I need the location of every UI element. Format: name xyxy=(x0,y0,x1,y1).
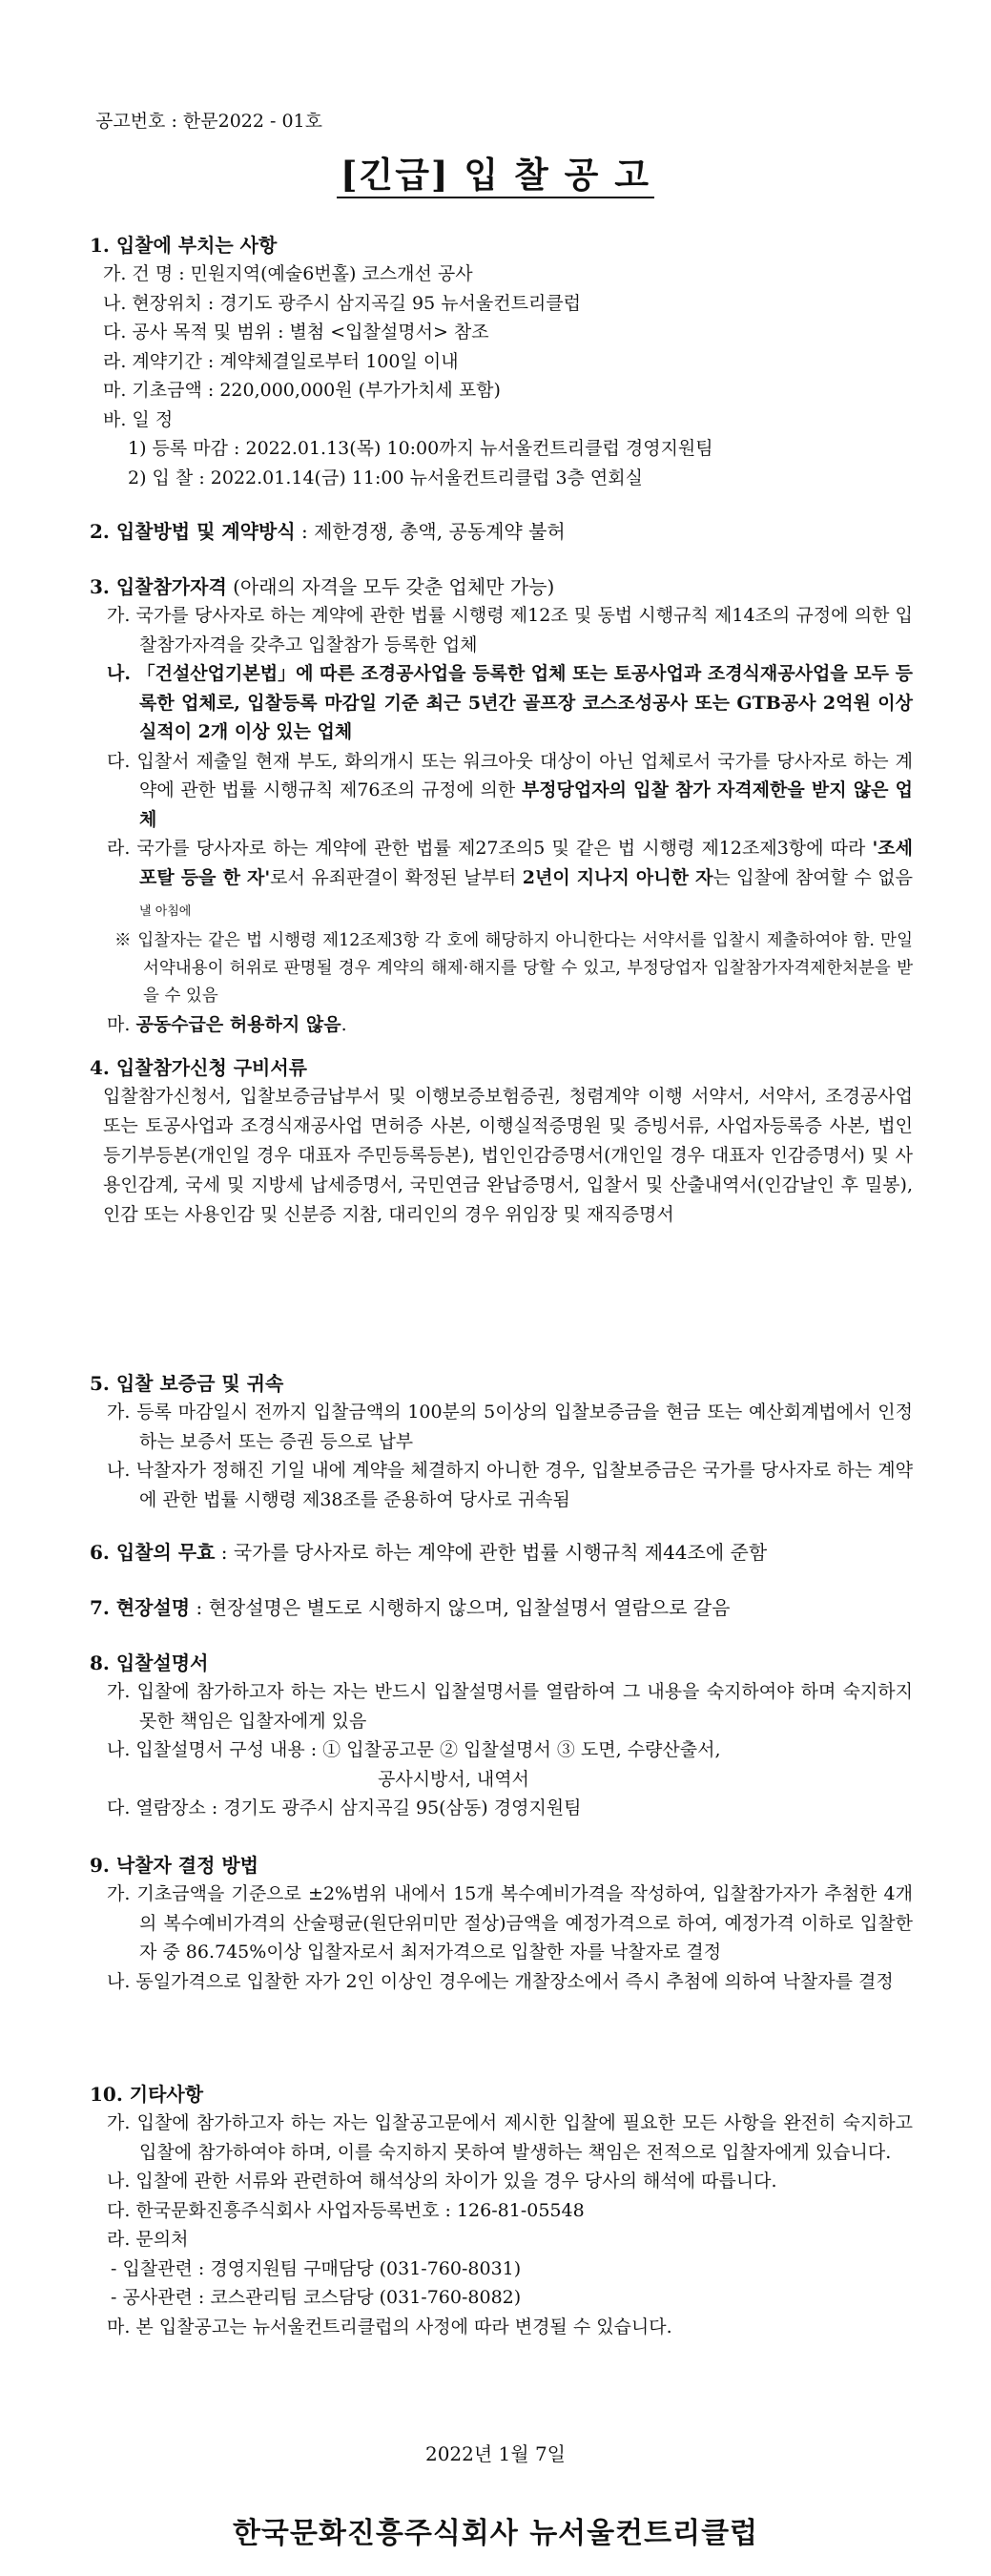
s2-heading-rest: : 제한경쟁, 총액, 공동계약 불허 xyxy=(295,520,566,543)
s10-contact-1: - 입찰관련 : 경영지원팀 구매담당 (031-760-8031) xyxy=(111,2257,522,2279)
s9-item-na: 나. 동일가격으로 입찰한 자가 2인 이상인 경우에는 개찰장소에서 즉시 추첨에 의하여 낙찰자를 결정 xyxy=(107,1970,894,1992)
s3-ma-prefix: 마. xyxy=(107,1013,136,1035)
section-5 xyxy=(90,1369,913,1514)
section-3-heading xyxy=(90,572,913,601)
s7-heading-label: 7. 현장설명 xyxy=(90,1596,191,1619)
notice-date: 2022년 1월 7일 xyxy=(424,2442,567,2465)
s3-heading-label: 3. 입찰참가자격 xyxy=(90,575,227,598)
s3-item-ra xyxy=(90,834,913,927)
s7-heading-rest: : 현장설명은 별도로 시행하지 않으며, 입찰설명서 열람으로 갈음 xyxy=(190,1596,731,1619)
s10-item-ra: 라. 문의처 xyxy=(107,2229,189,2250)
section-4-heading: 4. 입찰참가신청 구비서류 xyxy=(90,1056,308,1079)
s6-heading-rest: : 국가를 당사자로 하는 계약에 관한 법률 시행규칙 제44조에 준함 xyxy=(215,1541,768,1564)
s8-item-da: 다. 열람장소 : 경기도 광주시 삼지곡길 95(삼동) 경영지원팀 xyxy=(107,1797,582,1818)
section-10 xyxy=(90,2080,913,2341)
section-8 xyxy=(90,1649,913,1823)
notice-number: 공고번호 : 한문2022 - 01호 xyxy=(95,111,322,132)
s1-period: 라. 계약기간 : 계약체결일로부터 100일 이내 xyxy=(103,350,459,372)
s3-ma-suffix: . xyxy=(341,1013,347,1035)
page-title: [긴급] 입 찰 공 고 xyxy=(337,153,654,198)
organization-name: 한국문화진흥주식회사 뉴서울컨트리클럽 xyxy=(232,2517,759,2550)
section-9-heading: 9. 낙찰자 결정 방법 xyxy=(90,1854,259,1877)
s8-item-ga: 가. 입찰에 참가하고자 하는 자는 반드시 입찰설명서를 열람하여 그 내용을 숙지하여야 하며 숙지하지 못한 책임은 입찰자에게 있음 xyxy=(107,1681,913,1732)
s10-item-da: 다. 한국문화진흥주식회사 사업자등록번호 : 126-81-05548 xyxy=(107,2199,585,2221)
s1-name: 가. 건 명 : 민원지역(예술6번홀) 코스개선 공사 xyxy=(103,263,473,284)
s4-body: 입찰참가신청서, 입찰보증금납부서 및 이행보증보험증권, 청렴계약 이행 서약서, 서약서, 조경공사업 또는 토공사업과 조경식재공사업 면허증 사본, 이행실적증명원 및 증빙서류, 사업자등록증 사본, 법인등기부등본(개인일 경우 대표자 주민등록등본), 법인인감증명서(개인일 경우 대표자 인감증명서) 및 사용인감계, 국세 및 지방세 납세증명서, 국민연금 완납증명서, 입찰서 및 산출내역서(인감날인 후 밀봉), 인감 또는 사용인감 및 신분증 지참, 대리인의 경우 위임장 및 재직증명서 xyxy=(103,1086,913,1225)
s3-ra-bold-1: '조세포탈 등을 한 자' xyxy=(139,838,913,888)
s1-schedule: 바. 일 정 xyxy=(103,408,174,430)
s5-item-ga: 가. 등록 마감일시 전까지 입찰금액의 100분의 5이상의 입찰보증금을 현금 또는 예산회계법에서 인정하는 보증서 또는 증권 등으로 납부 xyxy=(107,1402,913,1452)
s1-site: 나. 현장위치 : 경기도 광주시 삼지곡길 95 뉴서울컨트리클럽 xyxy=(103,292,582,314)
s8-item-na-cont: 공사시방서, 내역서 xyxy=(378,1768,529,1790)
section-8-heading: 8. 입찰설명서 xyxy=(90,1652,209,1674)
section-7-heading xyxy=(90,1593,913,1622)
s1-amount: 마. 기초금액 : 220,000,000원 (부가가치세 포함) xyxy=(103,380,501,401)
s3-item-na: 나. 「건설산업기본법」에 따른 조경공사업을 등록한 업체 또는 토공사업과 조경식재공사업을 모두 등록한 업체로, 입찰등록 마감일 기준 최근 5년간 골프장 코스조성공사 또는 GTB공사 2억원 이상 실적이 2개 이상 있는 업체 xyxy=(107,663,913,742)
title-wrap xyxy=(0,153,991,198)
section-6 xyxy=(90,1538,913,1567)
s3-ra-small: 낼 아침에 xyxy=(139,904,192,919)
s1-schedule-1: 1) 등록 마감 : 2022.01.13(목) 10:00까지 뉴서울컨트리클럽 경영지원팀 xyxy=(128,438,713,459)
s3-item-da xyxy=(90,747,913,835)
s6-heading-label: 6. 입찰의 무효 xyxy=(90,1541,216,1564)
s3-item-ga: 가. 국가를 당사자로 하는 계약에 관한 법률 시행령 제12조 및 동법 시행규칙 제14조의 규정에 의한 입찰참가자격을 갖추고 입찰참가 등록한 업체 xyxy=(107,605,913,655)
section-9 xyxy=(90,1851,913,1996)
section-1 xyxy=(90,231,913,493)
s3-da-text: 다. 입찰서 제출일 현재 부도, 화의개시 또는 워크아웃 대상이 아닌 업체로서 국가를 당사자로 하는 계약에 관한 법률 시행규칙 제76조의 규정에 의한 xyxy=(107,750,913,800)
s3-ra-text-2: 로서 유죄판결이 확정된 날부터 xyxy=(270,866,523,888)
s10-contact-2: - 공사관련 : 코스관리팀 코스담당 (031-760-8082) xyxy=(111,2287,522,2308)
section-7 xyxy=(90,1593,913,1622)
section-2-heading xyxy=(90,517,913,546)
s3-da-bold: 부정당업자의 입찰 참가 자격제한을 받지 않은 업체 xyxy=(139,779,913,830)
section-4 xyxy=(90,1053,913,1230)
s3-note: ※ 입찰자는 같은 법 시행령 제12조제3항 각 호에 해당하지 아니한다는 서약서를 입찰시 제출하여야 함. 만일 서약내용이 허위로 판명될 경우 계약의 해제·해지를 당할 수 있고, 부정당업자 입찰참가자격제한처분을 받을 수 있음 xyxy=(114,930,913,1006)
s5-item-na: 나. 낙찰자가 정해진 기일 내에 계약을 체결하지 아니한 경우, 입찰보증금은 국가를 당사자로 하는 계약에 관한 법률 시행령 제38조를 준용하여 당사로 귀속됨 xyxy=(107,1460,913,1510)
s9-item-ga: 가. 기초금액을 기준으로 ±2%범위 내에서 15개 복수예비가격을 작성하여, 입찰참가자가 추첨한 4개의 복수예비가격의 산술평균(원단위미만 절상)금액을 예정가격으로 하여, 예정가격 이하로 입찰한 자 중 86.745%이상 입찰자로서 최저가격으로 입찰한 자를 낙찰자로 결정 xyxy=(107,1883,913,1963)
s3-item-ma xyxy=(90,1010,913,1040)
s3-ra-text-3: 는 입찰에 참여할 수 없음 xyxy=(712,866,913,888)
s8-item-na: 나. 입찰설명서 구성 내용 : ① 입찰공고문 ② 입찰설명서 ③ 도면, 수량산출서, xyxy=(107,1739,721,1760)
s3-ma-bold: 공동수급은 허용하지 않음 xyxy=(135,1013,341,1035)
s1-scope: 다. 공사 목적 및 범위 : 별첨 <입찰설명서> 참조 xyxy=(103,322,489,343)
s10-item-ma: 마. 본 입찰공고는 뉴서울컨트리클럽의 사정에 따라 변경될 수 있습니다. xyxy=(107,2316,672,2337)
section-1-heading: 1. 입찰에 부치는 사항 xyxy=(90,234,278,257)
s10-item-na: 나. 입찰에 관한 서류와 관련하여 해석상의 차이가 있을 경우 당사의 해석에 따릅니다. xyxy=(107,2171,777,2192)
s3-ra-bold-2: 2년이 지나지 아니한 자 xyxy=(522,866,713,888)
section-2 xyxy=(90,517,913,546)
section-5-heading: 5. 입찰 보증금 및 귀속 xyxy=(90,1372,284,1395)
s2-heading-label: 2. 입찰방법 및 계약방식 xyxy=(90,520,296,543)
section-10-heading: 10. 기타사항 xyxy=(90,2083,204,2106)
s10-item-ga: 가. 입찰에 참가하고자 하는 자는 입찰공고문에서 제시한 입찰에 필요한 모든 사항을 완전히 숙지하고 입찰에 참가하여야 하며, 이를 숙지하지 못하여 발생하는 책임은 전적으로 입찰자에게 있습니다. xyxy=(107,2112,913,2163)
section-3 xyxy=(90,572,913,1039)
section-6-heading xyxy=(90,1538,913,1567)
s3-heading-rest: (아래의 자격을 모두 갖춘 업체만 가능) xyxy=(226,575,555,598)
s1-schedule-2: 2) 입 찰 : 2022.01.14(금) 11:00 뉴서울컨트리클럽 3층 연회실 xyxy=(128,467,643,488)
s3-ra-text-1: 라. 국가를 당사자로 하는 계약에 관한 법률 제27조의5 및 같은 법 시행령 제12조제3항에 따라 xyxy=(107,838,873,859)
